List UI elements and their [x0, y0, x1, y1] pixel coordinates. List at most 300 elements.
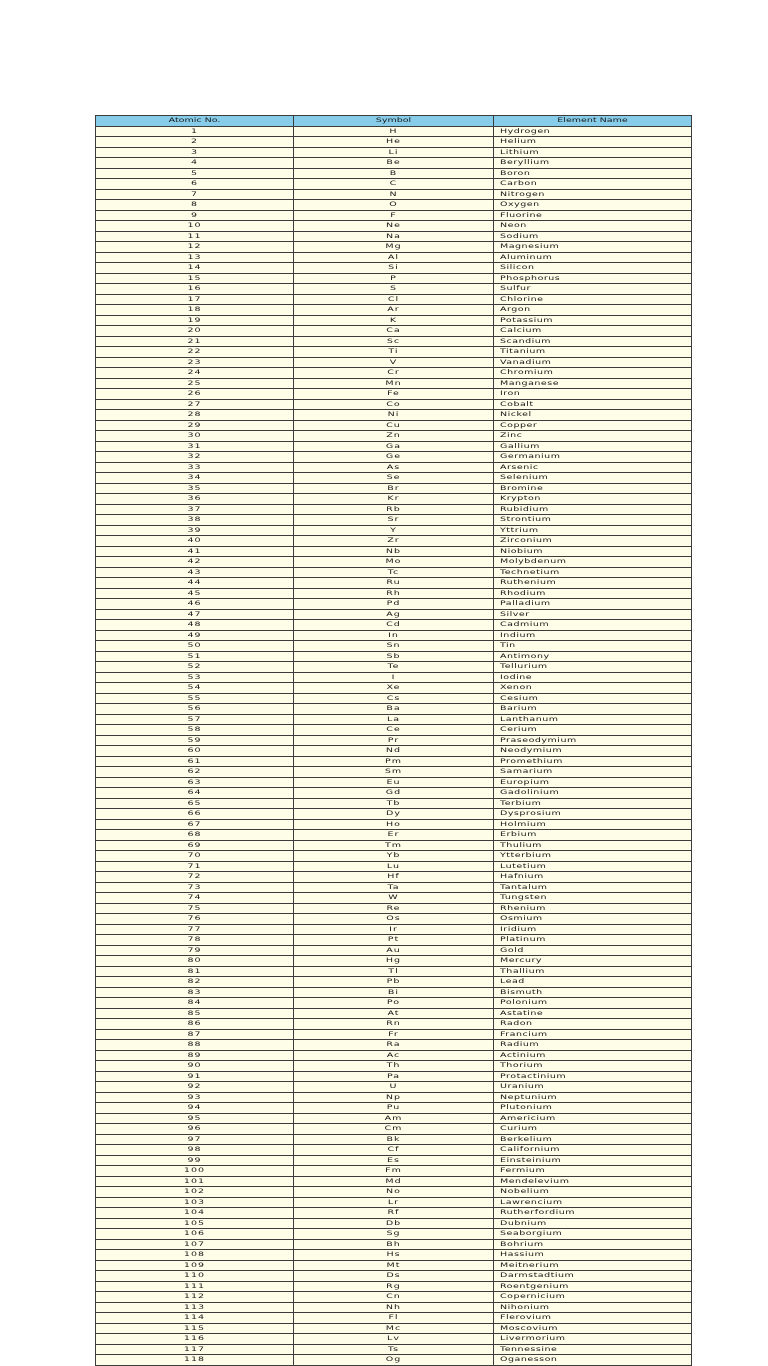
- table-row: [96, 1271, 692, 1282]
- atomic-number-cell: 67: [96, 819, 294, 830]
- symbol-cell: K: [294, 315, 494, 326]
- table-row: [96, 903, 692, 914]
- atomic-number-cell: 72: [96, 872, 294, 883]
- element-name-cell: Tungsten: [494, 893, 692, 904]
- atomic-number-cell: 73: [96, 882, 294, 893]
- symbol-cell: La: [294, 714, 494, 725]
- symbol-cell: Xe: [294, 683, 494, 694]
- atomic-number-cell: 19: [96, 315, 294, 326]
- element-name-cell: Cerium: [494, 725, 692, 736]
- element-name-cell: Samarium: [494, 767, 692, 778]
- table-row: [96, 1302, 692, 1313]
- element-name-cell: Osmium: [494, 914, 692, 925]
- atomic-number-cell: 42: [96, 557, 294, 568]
- table-row: [96, 798, 692, 809]
- table-row: [96, 777, 692, 788]
- atomic-number-cell: 45: [96, 588, 294, 599]
- atomic-number-cell: 96: [96, 1124, 294, 1135]
- symbol-cell: Mn: [294, 378, 494, 389]
- atomic-number-cell: 108: [96, 1250, 294, 1261]
- element-name-cell: Flerovium: [494, 1313, 692, 1324]
- element-name-cell: Argon: [494, 305, 692, 316]
- symbol-cell: Cn: [294, 1292, 494, 1303]
- atomic-number-cell: 53: [96, 672, 294, 683]
- atomic-number-cell: 104: [96, 1208, 294, 1219]
- symbol-cell: Cl: [294, 294, 494, 305]
- table-row: [96, 1092, 692, 1103]
- table-row: [96, 1187, 692, 1198]
- element-name-cell: Gallium: [494, 441, 692, 452]
- atomic-number-cell: 11: [96, 231, 294, 242]
- atomic-number-cell: 65: [96, 798, 294, 809]
- element-name-cell: Titanium: [494, 347, 692, 358]
- atomic-number-cell: 113: [96, 1302, 294, 1313]
- element-name-cell: Astatine: [494, 1008, 692, 1019]
- symbol-cell: Pu: [294, 1103, 494, 1114]
- atomic-number-cell: 31: [96, 441, 294, 452]
- atomic-number-cell: 54: [96, 683, 294, 694]
- atomic-number-cell: 2: [96, 137, 294, 148]
- element-name-cell: Iridium: [494, 924, 692, 935]
- element-name-cell: Californium: [494, 1145, 692, 1156]
- atomic-number-header: Atomic No.: [96, 116, 294, 127]
- atomic-number-cell: 87: [96, 1029, 294, 1040]
- element-name-cell: Chromium: [494, 368, 692, 379]
- table-row: [96, 830, 692, 841]
- atomic-number-cell: 107: [96, 1239, 294, 1250]
- symbol-cell: Pb: [294, 977, 494, 988]
- table-row: [96, 756, 692, 767]
- table-row: [96, 1050, 692, 1061]
- element-name-cell: Moscovium: [494, 1323, 692, 1334]
- symbol-cell: U: [294, 1082, 494, 1093]
- table-row: [96, 683, 692, 694]
- table-row: [96, 662, 692, 673]
- table-row: [96, 588, 692, 599]
- table-row: [96, 1323, 692, 1334]
- symbol-cell: Os: [294, 914, 494, 925]
- element-name-cell: Beryllium: [494, 158, 692, 169]
- element-name-cell: Darmstadtium: [494, 1271, 692, 1282]
- atomic-number-cell: 26: [96, 389, 294, 400]
- atomic-number-cell: 82: [96, 977, 294, 988]
- element-name-cell: Neptunium: [494, 1092, 692, 1103]
- atomic-number-cell: 74: [96, 893, 294, 904]
- table-row: [96, 1260, 692, 1271]
- atomic-number-cell: 7: [96, 189, 294, 200]
- atomic-number-cell: 40: [96, 536, 294, 547]
- table-row: [96, 809, 692, 820]
- symbol-cell: Rf: [294, 1208, 494, 1219]
- atomic-number-cell: 100: [96, 1166, 294, 1177]
- symbol-cell: Lv: [294, 1334, 494, 1345]
- table-row: [96, 861, 692, 872]
- element-name-cell: Neodymium: [494, 746, 692, 757]
- element-name-cell: Gadolinium: [494, 788, 692, 799]
- table-row: [96, 137, 692, 148]
- table-row: [96, 189, 692, 200]
- atomic-number-cell: 52: [96, 662, 294, 673]
- table-row: [96, 872, 692, 883]
- atomic-number-cell: 9: [96, 210, 294, 221]
- symbol-cell: Na: [294, 231, 494, 242]
- element-name-cell: Indium: [494, 630, 692, 641]
- table-row: [96, 1103, 692, 1114]
- symbol-cell: Pr: [294, 735, 494, 746]
- symbol-cell: C: [294, 179, 494, 190]
- atomic-number-cell: 90: [96, 1061, 294, 1072]
- element-name-cell: Zirconium: [494, 536, 692, 547]
- table-row: [96, 1166, 692, 1177]
- table-row: [96, 504, 692, 515]
- atomic-number-cell: 44: [96, 578, 294, 589]
- element-name-cell: Tennessine: [494, 1344, 692, 1355]
- element-name-cell: Antimony: [494, 651, 692, 662]
- symbol-cell: He: [294, 137, 494, 148]
- table-row: [96, 672, 692, 683]
- atomic-number-cell: 95: [96, 1113, 294, 1124]
- element-name-cell: Holmium: [494, 819, 692, 830]
- atomic-number-cell: 34: [96, 473, 294, 484]
- table-row: [96, 1134, 692, 1145]
- symbol-cell: Nb: [294, 546, 494, 557]
- table-row: [96, 714, 692, 725]
- table-row: [96, 1113, 692, 1124]
- table-row: [96, 1281, 692, 1292]
- symbol-cell: Ac: [294, 1050, 494, 1061]
- table-row: [96, 1082, 692, 1093]
- table-row: [96, 420, 692, 431]
- atomic-number-cell: 6: [96, 179, 294, 190]
- element-name-cell: Magnesium: [494, 242, 692, 253]
- symbol-cell: Ta: [294, 882, 494, 893]
- symbol-cell: Be: [294, 158, 494, 169]
- symbol-cell: Lr: [294, 1197, 494, 1208]
- table-row: [96, 998, 692, 1009]
- element-name-cell: Iodine: [494, 672, 692, 683]
- symbol-cell: Tl: [294, 966, 494, 977]
- atomic-number-cell: 75: [96, 903, 294, 914]
- element-name-cell: Gold: [494, 945, 692, 956]
- element-name-cell: Nihonium: [494, 1302, 692, 1313]
- element-name-cell: Technetium: [494, 567, 692, 578]
- symbol-cell: Rh: [294, 588, 494, 599]
- table-row: [96, 819, 692, 830]
- table-row: [96, 893, 692, 904]
- table-row: [96, 515, 692, 526]
- table-row: [96, 231, 692, 242]
- symbol-cell: Cr: [294, 368, 494, 379]
- atomic-number-cell: 18: [96, 305, 294, 316]
- element-name-cell: Hassium: [494, 1250, 692, 1261]
- element-name-cell: Chlorine: [494, 294, 692, 305]
- atomic-number-cell: 116: [96, 1334, 294, 1345]
- symbol-cell: Ge: [294, 452, 494, 463]
- table-row: [96, 483, 692, 494]
- symbol-cell: Hs: [294, 1250, 494, 1261]
- element-name-cell: Krypton: [494, 494, 692, 505]
- element-name-cell: Livermorium: [494, 1334, 692, 1345]
- header-row: [96, 116, 692, 127]
- atomic-number-cell: 102: [96, 1187, 294, 1198]
- table-row: [96, 1145, 692, 1156]
- atomic-number-cell: 41: [96, 546, 294, 557]
- table-row: [96, 1071, 692, 1082]
- symbol-cell: Co: [294, 399, 494, 410]
- element-name-cell: Plutonium: [494, 1103, 692, 1114]
- element-name-cell: Carbon: [494, 179, 692, 190]
- atomic-number-cell: 22: [96, 347, 294, 358]
- symbol-cell: Y: [294, 525, 494, 536]
- table-row: [96, 315, 692, 326]
- table-row: [96, 977, 692, 988]
- table-row: [96, 767, 692, 778]
- symbol-cell: Mo: [294, 557, 494, 568]
- element-name-cell: Boron: [494, 168, 692, 179]
- atomic-number-cell: 63: [96, 777, 294, 788]
- atomic-number-cell: 86: [96, 1019, 294, 1030]
- atomic-number-cell: 16: [96, 284, 294, 295]
- element-name-cell: Fermium: [494, 1166, 692, 1177]
- symbol-cell: Cf: [294, 1145, 494, 1156]
- element-name-cell: Promethium: [494, 756, 692, 767]
- table-row: [96, 546, 692, 557]
- atomic-number-cell: 64: [96, 788, 294, 799]
- atomic-number-cell: 81: [96, 966, 294, 977]
- symbol-cell: Pd: [294, 599, 494, 610]
- symbol-cell: Br: [294, 483, 494, 494]
- atomic-number-cell: 49: [96, 630, 294, 641]
- table-row: [96, 210, 692, 221]
- table-row: [96, 630, 692, 641]
- table-row: [96, 1061, 692, 1072]
- symbol-cell: Se: [294, 473, 494, 484]
- atomic-number-cell: 109: [96, 1260, 294, 1271]
- symbol-cell: P: [294, 273, 494, 284]
- symbol-cell: Ir: [294, 924, 494, 935]
- symbol-cell: S: [294, 284, 494, 295]
- element-name-cell: Oxygen: [494, 200, 692, 211]
- symbol-cell: Bk: [294, 1134, 494, 1145]
- symbol-cell: Md: [294, 1176, 494, 1187]
- atomic-number-cell: 93: [96, 1092, 294, 1103]
- atomic-number-cell: 99: [96, 1155, 294, 1166]
- element-name-cell: Ytterbium: [494, 851, 692, 862]
- element-name-cell: Sulfur: [494, 284, 692, 295]
- symbol-cell: Ba: [294, 704, 494, 715]
- element-name-cell: Thorium: [494, 1061, 692, 1072]
- atomic-number-cell: 35: [96, 483, 294, 494]
- element-name-cell: Helium: [494, 137, 692, 148]
- atomic-number-cell: 56: [96, 704, 294, 715]
- table-row: [96, 1344, 692, 1355]
- element-name-cell: Platinum: [494, 935, 692, 946]
- elements-table: [95, 115, 692, 1366]
- table-row: [96, 851, 692, 862]
- atomic-number-cell: 48: [96, 620, 294, 631]
- table-row: [96, 1239, 692, 1250]
- table-row: [96, 788, 692, 799]
- symbol-cell: Au: [294, 945, 494, 956]
- table-row: [96, 1008, 692, 1019]
- atomic-number-cell: 110: [96, 1271, 294, 1282]
- symbol-cell: Bi: [294, 987, 494, 998]
- element-name-cell: Europium: [494, 777, 692, 788]
- element-name-cell: Seaborgium: [494, 1229, 692, 1240]
- element-name-cell: Mercury: [494, 956, 692, 967]
- atomic-number-cell: 98: [96, 1145, 294, 1156]
- table-row: [96, 536, 692, 547]
- atomic-number-cell: 77: [96, 924, 294, 935]
- table-row: [96, 284, 692, 295]
- atomic-number-cell: 83: [96, 987, 294, 998]
- symbol-cell: Sn: [294, 641, 494, 652]
- table-row: [96, 368, 692, 379]
- element-name-cell: Polonium: [494, 998, 692, 1009]
- element-name-cell: Lead: [494, 977, 692, 988]
- element-name-cell: Terbium: [494, 798, 692, 809]
- element-name-cell: Tellurium: [494, 662, 692, 673]
- table-row: [96, 609, 692, 620]
- element-name-cell: Nitrogen: [494, 189, 692, 200]
- table-row: [96, 1229, 692, 1240]
- atomic-number-cell: 117: [96, 1344, 294, 1355]
- element-name-cell: Sodium: [494, 231, 692, 242]
- symbol-cell: Ds: [294, 1271, 494, 1282]
- symbol-cell: Cs: [294, 693, 494, 704]
- symbol-cell: B: [294, 168, 494, 179]
- table-row: [96, 473, 692, 484]
- element-name-cell: Silicon: [494, 263, 692, 274]
- element-name-cell: Phosphorus: [494, 273, 692, 284]
- element-name-cell: Erbium: [494, 830, 692, 841]
- atomic-number-cell: 61: [96, 756, 294, 767]
- symbol-cell: Pt: [294, 935, 494, 946]
- symbol-cell: Np: [294, 1092, 494, 1103]
- table-row: [96, 1029, 692, 1040]
- element-name-cell: Uranium: [494, 1082, 692, 1093]
- symbol-cell: Tb: [294, 798, 494, 809]
- element-name-cell: Dysprosium: [494, 809, 692, 820]
- symbol-cell: Mg: [294, 242, 494, 253]
- table-row: [96, 693, 692, 704]
- atomic-number-cell: 66: [96, 809, 294, 820]
- element-name-cell: Berkelium: [494, 1134, 692, 1145]
- symbol-cell: Si: [294, 263, 494, 274]
- atomic-number-cell: 51: [96, 651, 294, 662]
- atomic-number-cell: 118: [96, 1355, 294, 1366]
- symbol-cell: Th: [294, 1061, 494, 1072]
- atomic-number-cell: 88: [96, 1040, 294, 1051]
- atomic-number-cell: 1: [96, 126, 294, 137]
- symbol-cell: Po: [294, 998, 494, 1009]
- symbol-cell: In: [294, 630, 494, 641]
- table-row: [96, 651, 692, 662]
- symbol-cell: Ru: [294, 578, 494, 589]
- symbol-cell: Og: [294, 1355, 494, 1366]
- symbol-cell: Sb: [294, 651, 494, 662]
- element-name-cell: Einsteinium: [494, 1155, 692, 1166]
- table-row: [96, 242, 692, 253]
- table-row: [96, 525, 692, 536]
- table-row: [96, 840, 692, 851]
- table-row: [96, 746, 692, 757]
- element-name-cell: Tantalum: [494, 882, 692, 893]
- element-name-cell: Rubidium: [494, 504, 692, 515]
- table-row: [96, 641, 692, 652]
- atomic-number-cell: 80: [96, 956, 294, 967]
- table-row: [96, 378, 692, 389]
- table-row: [96, 452, 692, 463]
- element-name-cell: Yttrium: [494, 525, 692, 536]
- symbol-cell: Yb: [294, 851, 494, 862]
- atomic-number-cell: 69: [96, 840, 294, 851]
- symbol-cell: V: [294, 357, 494, 368]
- symbol-cell: Re: [294, 903, 494, 914]
- atomic-number-cell: 21: [96, 336, 294, 347]
- element-name-cell: Lawrencium: [494, 1197, 692, 1208]
- symbol-cell: Sc: [294, 336, 494, 347]
- symbol-cell: Er: [294, 830, 494, 841]
- table-row: [96, 620, 692, 631]
- symbol-cell: Tc: [294, 567, 494, 578]
- symbol-cell: Es: [294, 1155, 494, 1166]
- element-name-cell: Copper: [494, 420, 692, 431]
- atomic-number-cell: 38: [96, 515, 294, 526]
- symbol-cell: At: [294, 1008, 494, 1019]
- element-name-cell: Protactinium: [494, 1071, 692, 1082]
- element-name-cell: Iron: [494, 389, 692, 400]
- table-row: [96, 945, 692, 956]
- symbol-cell: Mt: [294, 1260, 494, 1271]
- atomic-number-cell: 68: [96, 830, 294, 841]
- symbol-cell: Zn: [294, 431, 494, 442]
- element-name-cell: Bismuth: [494, 987, 692, 998]
- table-row: [96, 935, 692, 946]
- atomic-number-cell: 55: [96, 693, 294, 704]
- element-name-cell: Potassium: [494, 315, 692, 326]
- symbol-cell: Ga: [294, 441, 494, 452]
- element-name-cell: Copernicium: [494, 1292, 692, 1303]
- symbol-cell: Bh: [294, 1239, 494, 1250]
- element-name-cell: Fluorine: [494, 210, 692, 221]
- table-row: [96, 578, 692, 589]
- symbol-cell: Nd: [294, 746, 494, 757]
- atomic-number-cell: 39: [96, 525, 294, 536]
- atomic-number-cell: 28: [96, 410, 294, 421]
- atomic-number-cell: 20: [96, 326, 294, 337]
- element-name-cell: Dubnium: [494, 1218, 692, 1229]
- symbol-cell: No: [294, 1187, 494, 1198]
- symbol-cell: H: [294, 126, 494, 137]
- atomic-number-cell: 13: [96, 252, 294, 263]
- symbol-cell: Tm: [294, 840, 494, 851]
- atomic-number-cell: 94: [96, 1103, 294, 1114]
- element-name-cell: Meitnerium: [494, 1260, 692, 1271]
- atomic-number-cell: 71: [96, 861, 294, 872]
- element-name-header: Element Name: [494, 116, 692, 127]
- symbol-cell: Sr: [294, 515, 494, 526]
- table-row: [96, 1250, 692, 1261]
- atomic-number-cell: 62: [96, 767, 294, 778]
- element-name-cell: Selenium: [494, 473, 692, 484]
- atomic-number-cell: 92: [96, 1082, 294, 1093]
- atomic-number-cell: 30: [96, 431, 294, 442]
- symbol-cell: Al: [294, 252, 494, 263]
- element-name-cell: Aluminum: [494, 252, 692, 263]
- element-name-cell: Mendelevium: [494, 1176, 692, 1187]
- symbol-cell: Sg: [294, 1229, 494, 1240]
